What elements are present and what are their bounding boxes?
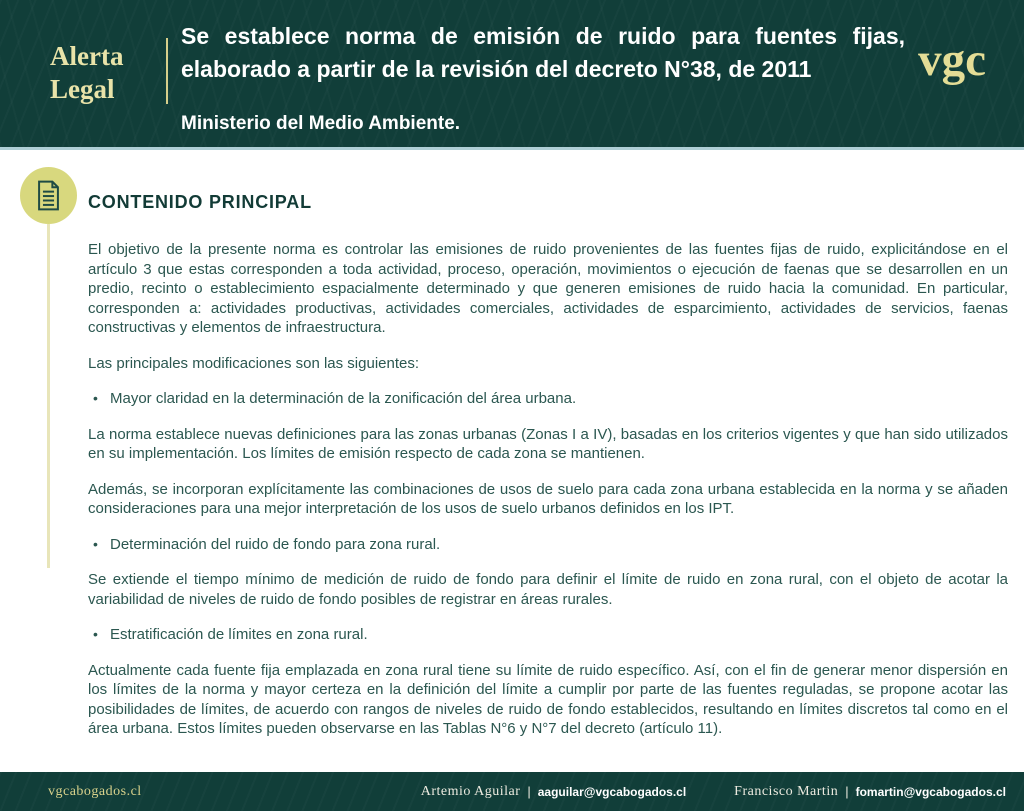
paragraph: Actualmente cada fuente fija emplazada en zona rural tiene su límite de ruido específico. Así, con el fin de generar menor dispersión en los límites de la norma y mayor certeza en la definición del límite a cumplir por parte de las fuentes reguladas, se propone acotar las posibilidades de límites, de acuerdo con rangos de niveles de ruido de fondo establecidos, resultando en límites discretos tal como en el área urbana. Estos límites pueden observarse en las Tablas N°6 y N°7 del decreto (artículo 11). — [88, 661, 1008, 737]
brand-line-1: Alerta — [50, 41, 124, 71]
paragraph: El objetivo de la presente norma es controlar las emisiones de ruido provenientes de las fuentes fijas de ruido, explicitándose en el artículo 3 que estas corresponden a toda actividad, proceso, operación, movimientos o ejecución de faenas que se desarrollen en un predio, recinto o establecimiento espacialmente determinado y que generen emisiones de ruido hacia la comunidad. En particular, corresponden a: actividades productivas, actividades comerciales, actividades de esparcimiento, actividades de servicios, faenas constructivas y elementos de infraestructura. — [88, 241, 1008, 336]
bullet-dot: • — [93, 535, 98, 552]
brand-alerta-legal — [50, 40, 123, 106]
title-block — [181, 20, 905, 135]
bullet-text: Determinación del ruido de fondo para zona rural. — [110, 535, 441, 553]
footer-website-link[interactable]: vgcabogados.cl — [48, 783, 142, 799]
footer-band — [0, 772, 1024, 811]
bullet-dot: • — [93, 626, 98, 642]
footer-contact — [734, 784, 1006, 800]
contact-separator: | — [845, 784, 849, 799]
document-subtitle: Ministerio del Medio Ambiente. — [181, 113, 461, 134]
footer-contacts — [421, 784, 1006, 800]
section-title: CONTENIDO PRINCIPAL — [88, 192, 312, 212]
document-title-line-1: Se establece norma de emisión de ruido para fuentes fijas, — [181, 23, 905, 49]
contact-separator: | — [527, 784, 531, 799]
contact-email[interactable]: aaguilar@vgcabogados.cl — [537, 784, 687, 799]
document-icon — [35, 180, 62, 211]
bullet-item — [88, 625, 1008, 645]
bullet-item — [88, 535, 1008, 555]
bullet-text: Estratificación de límites en zona rural. — [110, 626, 368, 643]
header-vertical-divider — [166, 38, 168, 104]
contact-name: Artemio Aguilar — [420, 783, 521, 799]
contact-name: Francisco Martin — [734, 783, 839, 799]
section-icon-circle — [20, 167, 77, 224]
paragraph: Las principales modificaciones son las siguientes: — [88, 354, 420, 372]
paragraph: La norma establece nuevas definiciones para las zonas urbanas (Zonas I a IV), basadas en los criterios vigentes y que han sido utilizados en su implementación. Los límites de emisión respecto de cada zona se mantienen. — [88, 425, 1008, 462]
paragraph: Además, se incorporan explícitamente las combinaciones de usos de suelo para cada zona urbana establecida en la norma y se añaden consideraciones para una mejor interpretación de los usos de suelo urbanos definidos en los IPT. — [88, 480, 1008, 517]
bullet-text: Mayor claridad en la determinación de la zonificación del área urbana. — [110, 390, 577, 407]
paragraph: Se extiende el tiempo mínimo de medición de ruido de fondo para definir el límite de ruido en zona rural, con el objeto de acotar la variabilidad de niveles de ruido de fondo posibles de registrar en áreas rurales. — [88, 571, 1008, 608]
brand-line-2: Legal — [50, 74, 115, 104]
bullet-dot: • — [93, 390, 98, 406]
header-band — [0, 0, 1024, 150]
section-connector-line — [47, 224, 50, 568]
bullet-item — [88, 389, 1008, 409]
contact-email[interactable]: fomartin@vgcabogados.cl — [855, 784, 1006, 799]
main-content — [0, 150, 1024, 772]
footer-contact — [421, 784, 686, 800]
vgc-logo: vgc — [918, 34, 986, 86]
document-title-line-2: elaborado a partir de la revisión del decreto N°38, de 2011 — [181, 56, 812, 82]
content-blocks — [88, 240, 1008, 755]
